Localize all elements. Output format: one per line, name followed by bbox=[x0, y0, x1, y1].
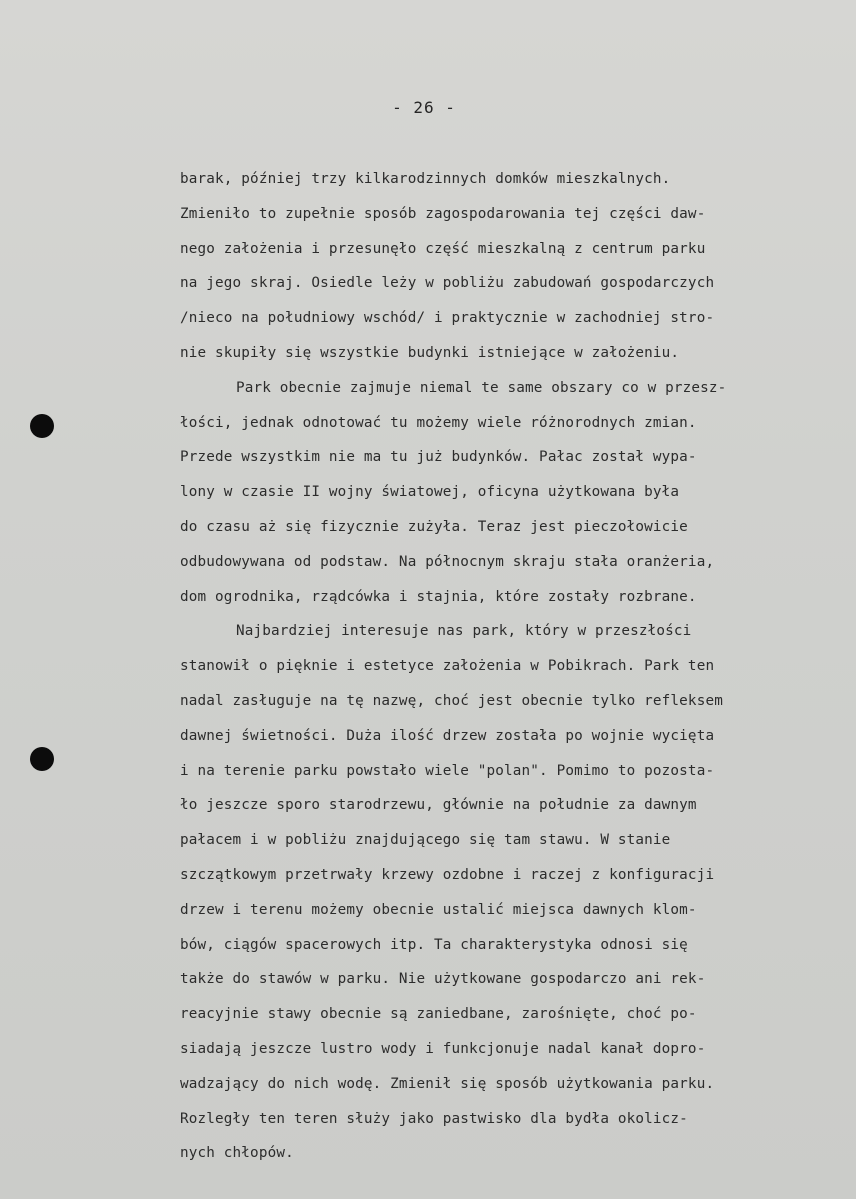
text-line: nie skupiły się wszystkie budynki istniejące w założeniu. bbox=[180, 344, 680, 361]
text-line: dawnej świetności. Duża ilość drzew została po wojnie wycięta bbox=[180, 727, 715, 744]
text-line: drzew i terenu możemy obecnie ustalić miejsca dawnych klom- bbox=[180, 901, 697, 918]
text-line: Park obecnie zajmuje niemal te same obszary co w przesz- bbox=[236, 379, 727, 396]
text-line: Rozległy ten teren służy jako pastwisko dla bydła okolicz- bbox=[180, 1110, 688, 1127]
page-number: - 26 - bbox=[392, 98, 456, 117]
body-text bbox=[180, 162, 840, 1171]
text-line: Najbardziej interesuje nas park, który w przeszłości bbox=[236, 623, 692, 640]
text-line: odbudowywana od podstaw. Na północnym skraju stała oranżeria, bbox=[180, 553, 715, 570]
text-line: łości, jednak odnotować tu możemy wiele różnorodnych zmian. bbox=[180, 414, 697, 431]
punch-hole-bottom bbox=[30, 747, 54, 771]
punch-hole-top bbox=[30, 414, 54, 438]
text-line: /nieco na południowy wschód/ i praktycznie w zachodniej stro- bbox=[180, 310, 715, 327]
text-line: nego założenia i przesunęło część mieszkalną z centrum parku bbox=[180, 240, 706, 257]
text-line: bów, ciągów spacerowych itp. Ta charakterystyka odnosi się bbox=[180, 936, 688, 953]
text-line: barak, później trzy kilkarodzinnych domków mieszkalnych. bbox=[180, 171, 671, 187]
text-line: nadal zasługuje na tę nazwę, choć jest obecnie tylko refleksem bbox=[180, 692, 723, 709]
text-line: stanowił o pięknie i estetyce założenia w Pobikrach. Park ten bbox=[180, 658, 715, 675]
text-line: Zmieniło to zupełnie sposób zagospodarowania tej części daw- bbox=[180, 205, 706, 222]
text-line: siadają jeszcze lustro wody i funkcjonuje nadal kanał dopro- bbox=[180, 1040, 706, 1057]
text-line: ło jeszcze sporo starodrzewu, głównie na południe za dawnym bbox=[180, 797, 697, 814]
text-line: na jego skraj. Osiedle leży w pobliżu zabudowań gospodarczych bbox=[180, 275, 715, 292]
text-line: do czasu aż się fizycznie zużyła. Teraz jest pieczołowicie bbox=[180, 518, 688, 535]
text-line: nych chłopów. bbox=[180, 1145, 294, 1162]
text-line: pałacem i w pobliżu znajdującego się tam stawu. W stanie bbox=[180, 832, 671, 849]
text-line: wadzający do nich wodę. Zmienił się sposób użytkowania parku. bbox=[180, 1075, 715, 1092]
text-line: szczątkowym przetrwały krzewy ozdobne i raczej z konfiguracji bbox=[180, 866, 715, 883]
text-line: reacyjnie stawy obecnie są zaniedbane, zarośnięte, choć po- bbox=[180, 1006, 697, 1023]
text-line: także do stawów w parku. Nie użytkowane gospodarczo ani rek- bbox=[180, 971, 706, 988]
text-line: lony w czasie II wojny światowej, oficyna użytkowana była bbox=[180, 484, 680, 501]
text-line: Przede wszystkim nie ma tu już budynków. Pałac został wypa- bbox=[180, 449, 697, 466]
text-line: i na terenie parku powstało wiele "polan". Pomimo to pozosta- bbox=[180, 762, 715, 779]
text-line: dom ogrodnika, rządcówka i stajnia, które zostały rozbrane. bbox=[180, 588, 697, 605]
